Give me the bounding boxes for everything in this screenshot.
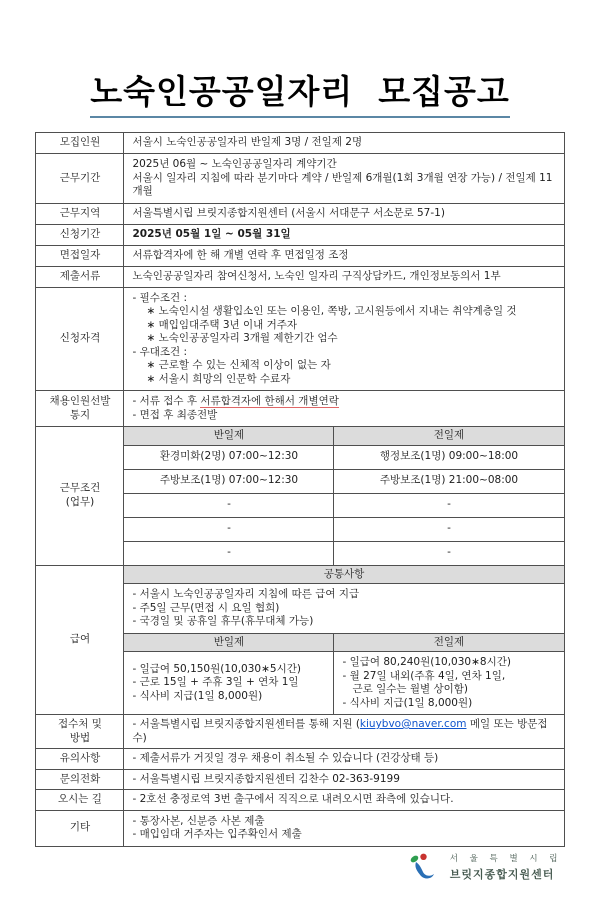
salary-full-line: - 월 27일 내외(주휴 4일, 연차 1일, [342,669,506,682]
salary-half-line: - 근로 15일 + 주휴 3일 + 연차 1일 [132,676,299,689]
work-cell: - [334,541,564,565]
row-label-caution: 유의사항 [36,749,124,770]
work-col-header-half-day: 반일제 [124,427,334,446]
table-row [36,391,564,427]
salary-full-line: - 일급여 80,240원(10,030∗8시간) [342,656,511,668]
table-row [36,749,564,770]
row-label-receipt [36,715,124,749]
row-value-recruit-count: 서울시 노숙인공공일자리 반일제 3명 / 전일제 2명 [124,133,564,154]
org-name [450,852,562,882]
qualification-line: ∗ 노숙인공공일자리 3개월 제한기간 엄수 [146,332,338,344]
qualification-line: ∗ 매입임대주택 3년 이내 거주자 [146,318,298,331]
row-value-qualification [124,287,564,391]
salary-full-line: - 식사비 지급(1일 8,000원) [342,696,473,709]
receipt-prefix: - 서울특별시립 브릿지종합지원센터를 통해 지원 ( [132,718,360,730]
row-label-recruit-count: 모집인원 [36,133,124,154]
row-value-work-period [124,154,564,204]
email-link[interactable]: kiuybvo@naver.com [359,718,467,730]
salary-col-header-full-day: 전일제 [334,633,564,652]
table-row [36,266,564,287]
row-value-interview-date: 서류합격자에 한 해 개별 연락 후 면접일정 조정 [124,245,564,266]
row-value-receipt [124,715,564,749]
work-cell: 주방보조(1명) 21:00~08:00 [334,469,564,493]
work-cell: 주방보조(1명) 07:00~12:30 [124,469,334,493]
receipt-suffix: 메일 또는 방문접수) [132,718,548,744]
salary-common-header: 공통사항 [124,565,564,584]
table-row [36,203,564,224]
row-value-selection-notice [124,391,564,427]
seoul-city-logo-icon [406,852,440,882]
table-row [36,769,564,790]
table-row [36,224,564,245]
table-row [36,790,564,811]
selection-notice-line2: - 면접 후 최종전발 [132,408,218,421]
selection-notice-label-line1: 채용인원선발 [49,395,111,407]
salary-half-line: - 일급여 50,150원(10,030∗5시간) [132,662,301,675]
table-row [36,154,564,204]
table-row [36,133,564,154]
selection-notice-line1 [132,395,555,409]
page-title [0,66,600,118]
row-label-work-period: 근무기간 [36,154,124,204]
row-value-contact-phone: - 서울특별시립 브릿지종합지원센터 김찬수 02-363-9199 [124,769,564,790]
org-footer [406,852,562,882]
salary-common-lines [124,584,564,634]
row-value-documents: 노숙인공공일자리 참여신청서, 노숙인 일자리 구직상담카드, 개인정보동의서 1부 [124,266,564,287]
row-label-apply-period: 신청기간 [36,224,124,245]
receipt-label-line1: 접수처 및 [58,718,102,730]
work-conditions-label-line2: (업무) [65,495,95,508]
salary-common-line: - 주5일 근무(면접 시 요일 협희) [132,601,280,614]
salary-col-header-half-day: 반일제 [124,633,334,652]
salary-half-day-details [124,652,334,715]
work-cell: - [124,517,334,541]
row-label-documents: 제출서류 [36,266,124,287]
table-row [36,810,564,846]
org-name-line1: 서 울 특 별 시 립 [449,854,562,864]
selection-notice-line1-underlined: 서류합격자에 한해서 개별연락 [200,395,339,407]
qualification-line: ∗ 서울시 희망의 인문학 수료자 [146,372,291,385]
row-label-work-location: 근무지역 [36,203,124,224]
salary-common-line: - 서울시 노숙인공공일자리 지침에 따른 급여 지급 [132,588,360,600]
table-row [36,715,564,749]
row-label-qualification: 신청자격 [36,287,124,391]
etc-line2: - 매입임대 거주자는 입주확인서 제출 [132,828,302,840]
work-cell: 환경미화(2명) 07:00~12:30 [124,445,334,469]
qualification-line: - 우대조건 : [132,345,188,358]
row-value-directions: - 2호선 충정로역 3번 출구에서 직직으로 내려오시면 좌측에 있습니다. [124,790,564,811]
org-name-line2: 브릿지종합지원센터 [449,868,555,881]
row-label-contact-phone: 문의전화 [36,769,124,790]
salary-full-line: 근로 일수는 월별 상이함) [352,683,469,695]
work-col-header-full-day: 전일제 [334,427,564,446]
row-label-work-conditions [36,427,124,566]
row-value-caution: - 제출서류가 거짓일 경우 채용이 취소될 수 있습니다 (건강상태 등) [124,749,564,770]
work-cell: - [334,493,564,517]
work-period-line2: 서울시 일자리 지침에 따라 분기마다 계약 / 반일제 6개월(1회 3개월 연장 가능) / 전일제 11개월 [132,171,553,197]
row-label-salary: 급여 [36,565,124,715]
work-cell: - [124,541,334,565]
row-label-directions: 오시는 길 [36,790,124,811]
table-row [36,565,564,584]
row-value-work-location: 서울특별시립 브릿지종합지원센터 (서울시 서대문구 서소문로 57-1) [124,203,564,224]
row-label-selection-notice [36,391,124,427]
notice-table [35,132,564,847]
row-value-etc [124,810,564,846]
work-cell: - [334,517,564,541]
page-title-text: 노숙인공공일자리 모집공고 [90,66,510,118]
qualification-line: ∗ 근로할 수 있는 신체적 이상이 없는 자 [146,359,331,371]
table-row [36,245,564,266]
selection-notice-label-line2: 통지 [69,408,91,421]
qualification-line: - 필수조건 : [132,291,188,304]
row-value-apply-period: 2025년 05월 1일 ~ 05월 31일 [124,224,564,245]
row-label-etc: 기타 [36,810,124,846]
work-period-line1: 2025년 06월 ~ 노숙인공공일자리 계약기간 [132,158,337,170]
salary-half-line: - 식사비 지급(1일 8,000원) [132,689,263,702]
table-row [36,287,564,391]
salary-common-line: - 국경일 및 공휴일 휴무(휴무대체 가능) [132,615,314,627]
table-row [36,427,564,446]
qualification-line: ∗ 노숙인시설 생활입소인 또는 이용인, 쪽방, 고시원등에서 지내는 취약계층일 것 [146,305,517,317]
work-cell: - [124,493,334,517]
selection-notice-line1-prefix: - 서류 접수 후 [132,395,201,407]
etc-line1: - 통장사본, 신분증 사본 제출 [132,814,265,827]
row-label-interview-date: 면접일자 [36,245,124,266]
work-cell: 행정보조(1명) 09:00~18:00 [334,445,564,469]
salary-full-day-details [334,652,564,715]
receipt-label-line2: 방법 [69,731,91,744]
work-conditions-label-line1: 근무조건 [59,482,101,495]
